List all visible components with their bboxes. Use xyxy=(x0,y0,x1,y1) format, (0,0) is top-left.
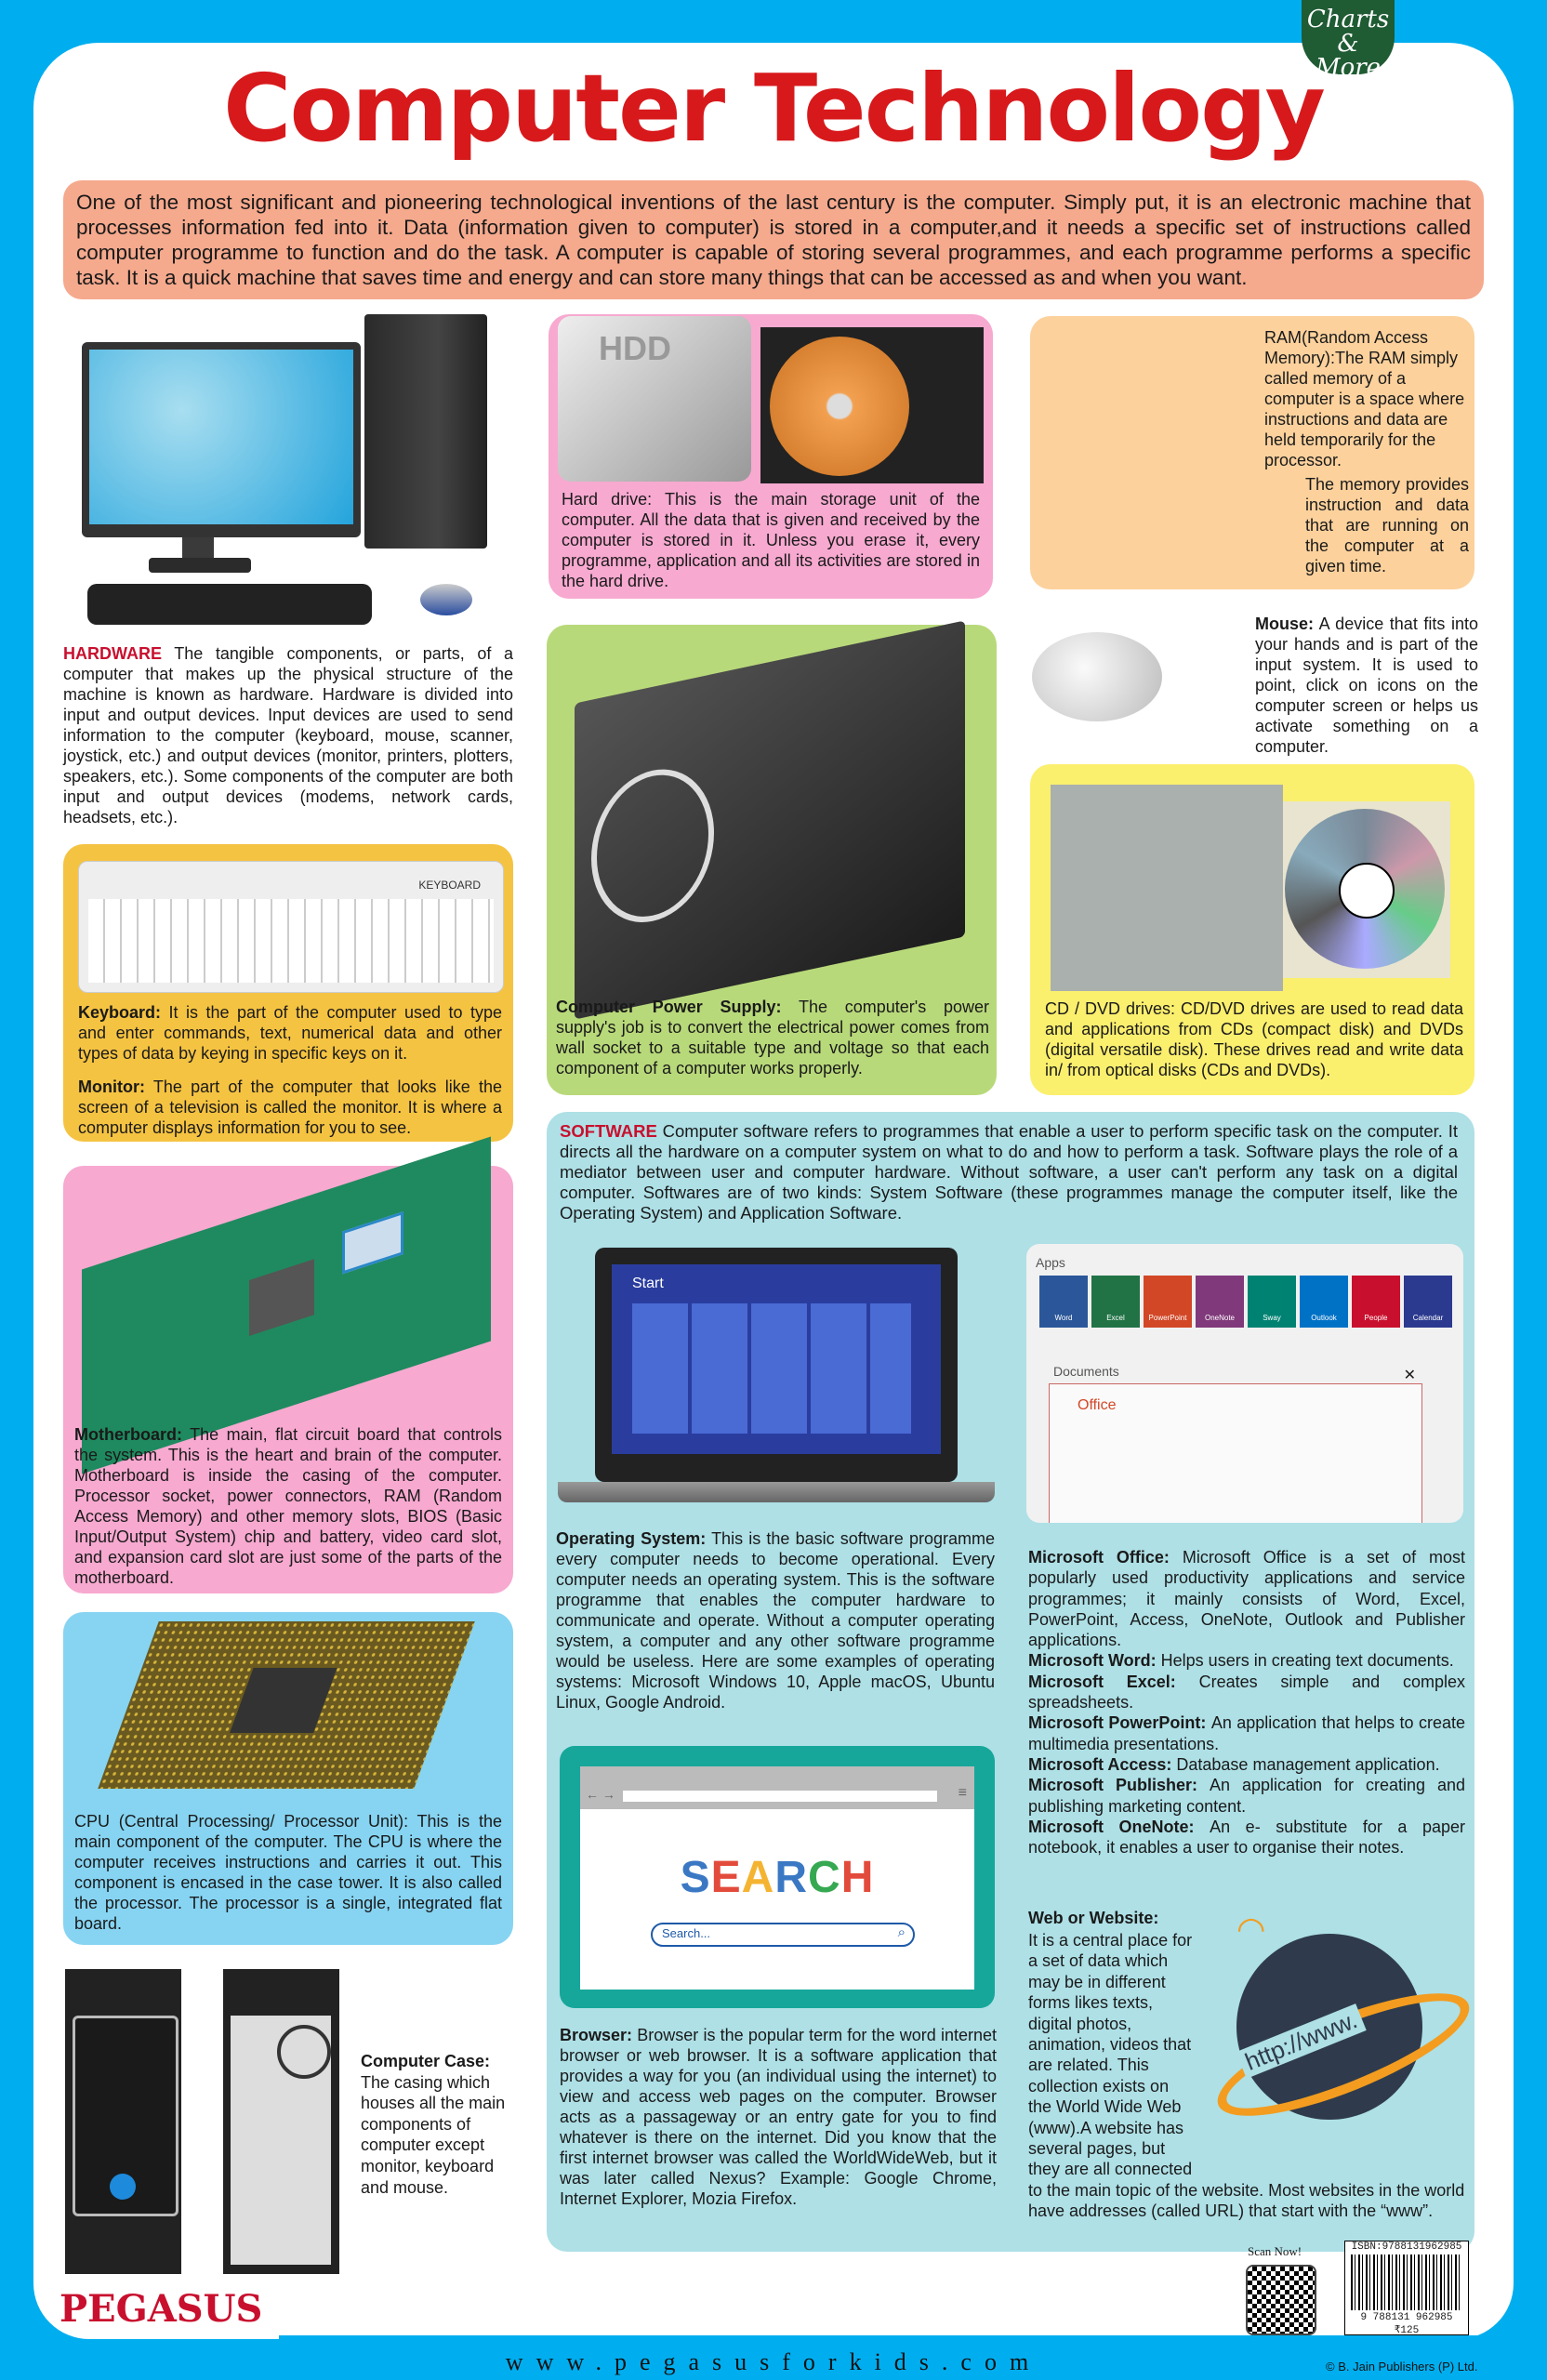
hdd-label: HDD xyxy=(599,329,671,367)
app-tile-powerpoint[interactable]: PowerPoint xyxy=(1144,1276,1192,1328)
software-text: Computer software refers to programmes that enable a user to perform specific task on the computer. It directs all the hardware on a computer system on what to do and how to perform a task. Software plays the role of a mediator between user and computer hardware. Without software, a user can't perform any task on a digital computer. Softwares are of two kinds: System Software (these programmes manage the computer itself, like the Operating System) and Application Software. xyxy=(560,1121,1459,1223)
office-app-item xyxy=(1028,1817,1465,1858)
ram-text-2: The memory provides instruction and data that are running on the computer at a given time. xyxy=(1305,475,1469,575)
motherboard-text: The main, flat circuit board that controls the system. This is the heart and brain of the computer. Motherboard is inside the casing of the computer. Processor socket, power connectors, RAM (Random Access Memory) and other memory slots, BIOS (Basic Input/Output System) chip and battery, video card slot, and expansion card slot are just some of the parts of the motherboard. xyxy=(74,1425,502,1587)
app-tile-excel[interactable]: Excel xyxy=(1091,1276,1140,1328)
page-title: Computer Technology xyxy=(223,54,1324,163)
case-text-wrap xyxy=(361,2051,519,2198)
cd-tray-image xyxy=(1283,801,1450,978)
keyboard-text-wrap xyxy=(78,1002,502,1064)
scan-label: Scan Now! xyxy=(1248,2244,1302,2258)
monitor-base xyxy=(149,558,251,573)
cpu-image xyxy=(98,1621,475,1789)
laptop-image xyxy=(558,1248,995,1517)
pegasus-logo: PEGASUS xyxy=(60,2287,263,2331)
keyboard-image-label: KEYBOARD xyxy=(418,879,481,892)
office-apps-image xyxy=(1026,1244,1463,1523)
app-tile-calendar[interactable]: Calendar xyxy=(1404,1276,1452,1328)
isbn-barcode xyxy=(1344,2241,1469,2335)
keyboard-label: Keyboard: xyxy=(78,1003,162,1022)
app-tile-sway[interactable]: Sway xyxy=(1248,1276,1296,1328)
os-text: This is the basic software programme every computer needs to become operational. Every computer needs an operating system. This is the software programme that enables the computer hardware to communicate and operate. Without a computer operating system, a computer and any other software programme would be useless. Here are some examples of operating systems: Microsoft Windows 10, Apple macOS, Ubuntu Linux, Google Android. xyxy=(556,1529,995,1712)
office-app-text: An e- substitute for a paper notebook, it enables a user to organise their notes. xyxy=(1028,1817,1465,1858)
charts-and-more-badge: Charts & More xyxy=(1302,0,1395,74)
intro-box: One of the most significant and pioneering technological inventions of the last century is the computer. Simply put, it is an electronic machine that processes information fed into it. Data (information given to computer) is stored in a computer,and it needs a specific set of instructions called computer programme to function and do the task. A computer is capable of storing several programmes, and each programme performs a specific task. It is a quick machine that saves time and energy and can store many things that can be accessed as and when you want. xyxy=(63,180,1484,299)
cpu-card xyxy=(63,1612,513,1945)
case-label: Computer Case: xyxy=(361,2052,491,2070)
office-app-text: Microsoft Office is a set of most popularly used productivity applications and service programmes; it mainly consists of Word, Excel, PowerPoint, Access, OneNote, Outlook and Publisher applications. xyxy=(1028,1548,1465,1650)
office-app-item xyxy=(1028,1712,1465,1754)
browser-text: Browser is the popular term for the word internet browser or web browser. It is a software application that provides a way for you (an individual using the internet) to view and access web pages on the computer. Browser acts as a passageway or an entry gate for you to find whatever is there on the internet. Did you know that the first internet browser was called the WorldWideWeb, but it was later called Nexus? Example: Google Chrome, Internet Explorer, Mozia Firefox. xyxy=(560,2026,997,2208)
hdd-open-image xyxy=(760,327,984,483)
app-tile-word[interactable]: Word xyxy=(1039,1276,1088,1328)
office-apps-list xyxy=(1028,1547,1465,1858)
documents-panel xyxy=(1049,1364,1422,1523)
case-front-image xyxy=(65,1969,181,2274)
ram-card xyxy=(1030,316,1474,589)
power-supply-label: Computer Power Supply: xyxy=(556,998,782,1016)
keyboard-image-white xyxy=(78,861,504,993)
isbn-number: 9 788131 962985 xyxy=(1360,2312,1453,2323)
office-logo-label: Office xyxy=(1078,1397,1117,1413)
office-app-item xyxy=(1028,1754,1465,1775)
office-app-text: Database management application. xyxy=(1176,1754,1440,1774)
wifi-icon: ◠ xyxy=(1236,1910,1266,1948)
cd-drive-image xyxy=(1051,785,1283,991)
office-app-label: Microsoft Word: xyxy=(1028,1651,1161,1671)
ram-text-1: RAM(Random Access Memory):The RAM simply called memory of a computer is a space where instructions and data are held temporarily for the processor. xyxy=(1264,328,1465,469)
cd-dvd-card xyxy=(1030,764,1474,1095)
software-heading: SOFTWARE xyxy=(560,1121,657,1141)
price: ₹125 xyxy=(1394,2325,1420,2336)
motherboard-card xyxy=(63,1166,513,1593)
search-input[interactable] xyxy=(651,1923,915,1947)
office-app-text: An application for creating and publishing marketing content. xyxy=(1028,1776,1465,1816)
menu-icon[interactable]: ≡ xyxy=(958,1785,967,1801)
office-app-label: Microsoft OneNote: xyxy=(1028,1817,1210,1836)
browser-image xyxy=(560,1746,995,2008)
monitor-image xyxy=(82,342,361,537)
monitor-text: The part of the computer that looks like the screen of a television is called the monitor. It is where a computer displays information for you to see. xyxy=(78,1078,502,1137)
qr-code[interactable] xyxy=(1246,2265,1316,2335)
office-app-item xyxy=(1028,1672,1465,1713)
os-label: Operating System: xyxy=(556,1529,707,1548)
keyboard-image-black xyxy=(87,584,372,625)
keyboard-text: It is the part of the computer used to type and enter commands, text, numerical data and other types of data by keying in specific keys on it. xyxy=(78,1003,502,1063)
browser-text-wrap xyxy=(560,2025,997,2209)
footer-url[interactable]: www.pegasusforkids.com xyxy=(505,2348,1042,2375)
case-text: The casing which houses all the main components of computer except monitor, keyboard and mouse. xyxy=(361,2072,506,2197)
office-app-item xyxy=(1028,1650,1465,1671)
close-icon[interactable]: ✕ xyxy=(1403,1368,1416,1383)
mouse-image-blue xyxy=(420,584,472,615)
hardware-section xyxy=(63,643,513,827)
power-supply-text-wrap xyxy=(556,997,989,1078)
monitor-label: Monitor: xyxy=(78,1078,145,1096)
office-app-text: Creates simple and complex spreadsheets. xyxy=(1028,1672,1465,1712)
app-tile-onenote[interactable]: OneNote xyxy=(1196,1276,1244,1328)
office-app-label: Microsoft Excel: xyxy=(1028,1672,1199,1691)
office-app-label: Microsoft Office: xyxy=(1028,1548,1183,1567)
search-icon[interactable]: ⌕ xyxy=(897,1924,906,1940)
power-supply-text: The computer's power supply's job is to convert the electrical power comes from wall socket to a suitable type and voltage so that each component of a computer works properly. xyxy=(556,998,989,1078)
office-app-item xyxy=(1028,1547,1465,1650)
search-placeholder: Search... xyxy=(662,1926,711,1940)
case-back-image xyxy=(223,1969,339,2274)
mouse-text: A device that fits into your hands and is part of the input system. It is used to point, click on icons on the computer screen or helps us activate something on a computer. xyxy=(1255,615,1478,756)
mouse-label: Mouse: xyxy=(1255,615,1314,633)
office-app-label: Microsoft Publisher: xyxy=(1028,1776,1210,1795)
software-intro xyxy=(560,1121,1458,1223)
office-app-label: Microsoft Access: xyxy=(1028,1754,1177,1774)
isbn-label: ISBN:9788131962985 xyxy=(1351,2241,1462,2253)
copyright: © B. Jain Publishers (P) Ltd. xyxy=(1326,2360,1478,2373)
hdd-closed-image xyxy=(558,316,751,482)
ram-image xyxy=(1049,344,1244,576)
documents-label: Documents xyxy=(1053,1364,1119,1379)
psu-image xyxy=(575,620,965,1019)
back-forward-icon[interactable]: ← → xyxy=(586,1787,615,1802)
os-text-wrap xyxy=(556,1528,995,1712)
motherboard-text-wrap xyxy=(74,1424,502,1588)
hardware-text: The tangible components, or parts, of a computer that makes up the physical structure of the machine is known as hardware. Hardware is divided into input and output devices. Input devices are used to send information to the computer (keyboard, mouse, scanner, joystick, etc.) and output devices (monitor, printers, plotters, speakers, etc.). Some components of the computer are both input and output devices (modems, network cards, headsets, etc.). xyxy=(63,644,513,826)
website-text-top: Web or Website: xyxy=(1028,1909,1159,1927)
browser-label: Browser: xyxy=(560,2026,633,2044)
office-app-text: An application that helps to create multimedia presentations. xyxy=(1028,1713,1465,1753)
app-tile-outlook[interactable]: Outlook xyxy=(1300,1276,1348,1328)
globe-url-label: http://www. xyxy=(1236,2003,1367,2079)
office-app-item xyxy=(1028,1775,1465,1817)
hardware-heading: HARDWARE xyxy=(63,644,162,663)
mouse-image-white xyxy=(1032,632,1162,721)
cpu-text: CPU (Central Processing/ Processor Unit): This is the main component of the computer. The CPU is where the computer receives instructions and carries it out. This component is encased in the case tower. It is also called the processor. The processor is a single, integrated flat board. xyxy=(74,1812,502,1933)
app-tiles xyxy=(1039,1276,1452,1328)
power-supply-card xyxy=(547,625,997,1095)
monitor-text-wrap xyxy=(78,1077,502,1138)
os-start-label: Start xyxy=(632,1276,664,1291)
office-app-text: Helps users in creating text documents. xyxy=(1160,1651,1454,1671)
mouse-section xyxy=(1255,614,1478,757)
website-body: It is a central place for a set of data which may be in different forms likes texts, digital photos, animation, videos that are related. This collection exists on the World Wide Web (www).A website has several pages, but they are all connected to the main topic of the website. Most websites in the world have addresses (called URL) that start with the “www”. xyxy=(1028,1931,1465,2221)
search-wordmark: SEARCH xyxy=(680,1853,875,1902)
app-tile-people[interactable]: People xyxy=(1352,1276,1400,1328)
apps-label: Apps xyxy=(1036,1255,1065,1270)
website-label: Web or Website xyxy=(1028,1909,1154,1927)
tower-image xyxy=(364,314,487,549)
globe-www-image xyxy=(1209,1910,1460,2138)
cd-dvd-text: CD / DVD drives: CD/DVD drives are used to read data and applications from CDs (compact disk) and DVDs (digital versatile disk). These drives read and write data in/ from optical disks (CDs and DVDs). xyxy=(1045,999,1463,1079)
hard-drive-text: Hard drive: This is the main storage unit of the computer. All the data that is given and received by the computer is stored in it. Unless you erase it, every programme, application and all its activities are stored in the hard drive. xyxy=(562,490,980,590)
office-app-label: Microsoft PowerPoint: xyxy=(1028,1713,1211,1733)
motherboard-label: Motherboard: xyxy=(74,1425,182,1444)
